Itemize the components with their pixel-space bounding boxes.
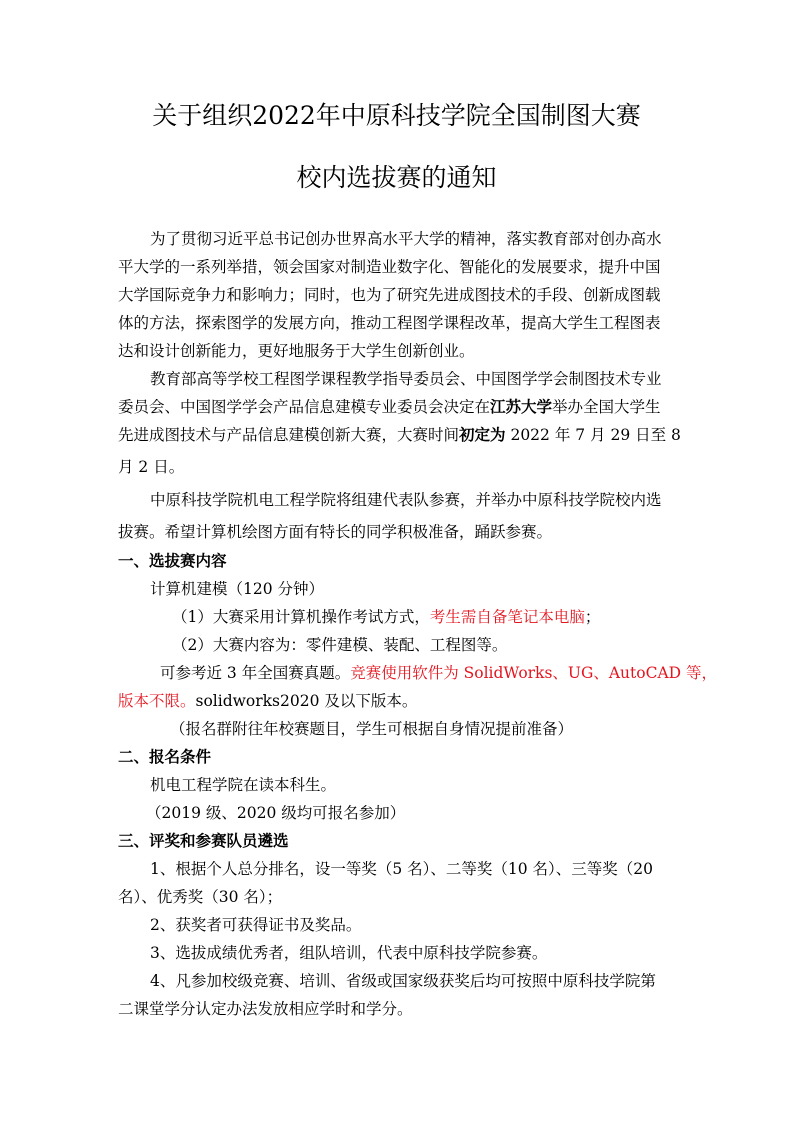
intro-p1-line5: 达和设计创新能力，更好地服务于大学生创新创业。 bbox=[118, 342, 475, 360]
intro-p2-line3 bbox=[118, 424, 681, 446]
software-requirement: 竞赛使用软件为 SolidWorks、UG、AutoCAD 等， bbox=[350, 664, 717, 682]
version-note: 版本不限。 bbox=[118, 692, 196, 710]
section3-item2: 2、获奖者可获得证书及奖品。 bbox=[150, 916, 362, 934]
section1-note: （报名群附往年校赛题目，学生可根据自身情况提前准备） bbox=[170, 720, 574, 738]
tentative-label: 初定为 bbox=[459, 425, 506, 444]
intro-p2-line1: 教育部高等学校工程图学课程教学指导委员会、中国图学学会制图技术专业 bbox=[150, 370, 662, 388]
section3-item1-line2: 名）、优秀奖（30 名）； bbox=[118, 888, 283, 906]
intro-p2-line2-text: 委员会、中国图学学会产品信息建模专业委员会决定在 bbox=[118, 398, 491, 416]
contest-dates: 2022 年 7 月 29 日至 8 bbox=[505, 426, 681, 444]
intro-p1-line3: 大学国际竞争力和影响力；同时，也为了研究先进成图技术的手段、创新成图载 bbox=[118, 286, 661, 304]
section1-item: 计算机建模（120 分钟） bbox=[150, 580, 325, 598]
intro-p3-line1: 中原科技学院机电工程学院将组建代表队参赛，并举办中原科技学院校内选 bbox=[150, 491, 662, 509]
document-title-line2: 校内选拔赛的通知 bbox=[296, 163, 497, 192]
section1-heading: 一、选拔赛内容 bbox=[118, 551, 227, 570]
intro-p1-line1: 为了贯彻习近平总书记创办世界高水平大学的精神，落实教育部对创办高水 bbox=[150, 230, 662, 248]
section3-item4-line2: 二课堂学分认定办法发放相应学时和学分。 bbox=[118, 1000, 413, 1018]
section2-line1: 机电工程学院在读本科生。 bbox=[150, 776, 337, 794]
section1-sub1 bbox=[172, 606, 600, 628]
intro-p3-line2: 拔赛。希望计算机绘图方面有特长的同学积极准备，踊跃参赛。 bbox=[118, 523, 553, 541]
host-university: 江苏大学 bbox=[490, 397, 553, 416]
intro-p2-line2 bbox=[118, 396, 661, 418]
intro-p1-line2: 平大学的一系列举措，领会国家对制造业数字化、智能化的发展要求，提升中国 bbox=[118, 258, 661, 276]
intro-p2-line2-end: 举办全国大学生 bbox=[552, 398, 661, 416]
intro-p2-line3-text: 先进成图技术与产品信息建模创新大赛，大赛时间 bbox=[118, 426, 460, 444]
intro-p1-line4: 体的方法，探索图学的发展方向，推动工程图学课程改革，提高大学生工程图表 bbox=[118, 314, 661, 332]
section1-ref-line2 bbox=[118, 690, 417, 712]
document-title-line1: 关于组织2022年中原科技学院全国制图大赛 bbox=[152, 101, 641, 130]
section3-item1-line1: 1、根据个人总分排名，设一等奖（5 名）、二等奖（10 名）、三等奖（20 bbox=[150, 860, 654, 878]
section3-item4-line1: 4、凡参加校级竞赛、培训、省级或国家级获奖后均可按照中原科技学院第 bbox=[150, 972, 656, 990]
laptop-requirement: 考生需自备笔记本电脑 bbox=[429, 608, 585, 626]
section2-line2: （2019 级、2020 级均可报名参加） bbox=[146, 804, 406, 822]
section2-heading: 二、报名条件 bbox=[118, 747, 212, 766]
section1-sub2: （2）大赛内容为：零件建模、装配、工程图等。 bbox=[172, 636, 508, 654]
section3-item3: 3、选拔成绩优秀者，组队培训，代表中原科技学院参赛。 bbox=[150, 944, 548, 962]
intro-p2-line4: 月 2 日。 bbox=[118, 458, 185, 476]
section3-heading: 三、评奖和参赛队员遴选 bbox=[118, 831, 289, 850]
section1-sub1-prefix: （1）大赛采用计算机操作考试方式， bbox=[172, 608, 430, 626]
section1-ref-prefix: 可参考近 3 年全国赛真题。 bbox=[160, 664, 351, 682]
section1-sub1-suffix: ； bbox=[584, 608, 601, 626]
section1-ref-line1 bbox=[160, 662, 717, 684]
version-limit: solidworks2020 及以下版本。 bbox=[195, 692, 418, 710]
